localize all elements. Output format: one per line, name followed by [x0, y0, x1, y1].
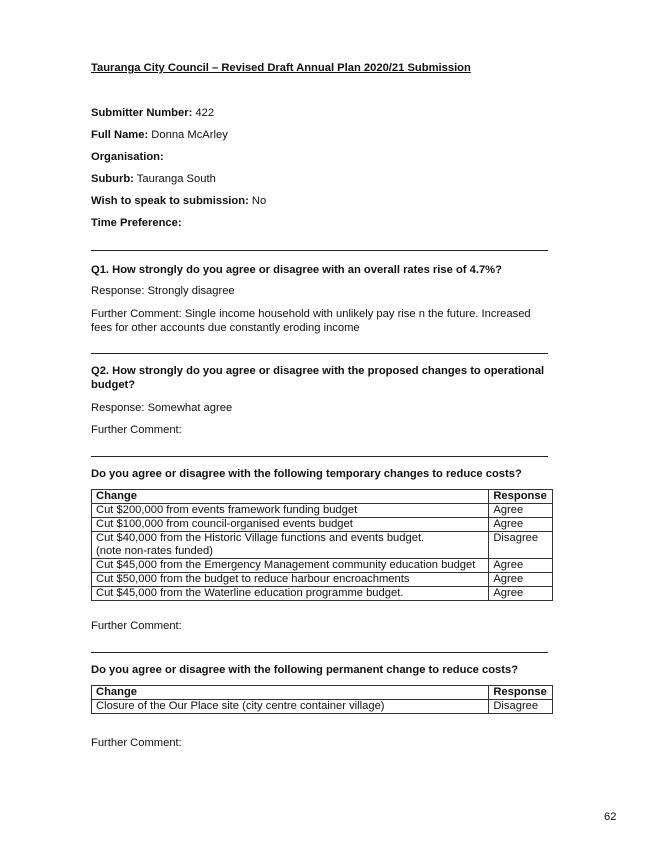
- wish-to-speak: [91, 195, 266, 207]
- divider: [91, 353, 548, 354]
- submitter-number-value: 422: [192, 107, 215, 119]
- divider: [91, 250, 548, 251]
- table-row: [92, 573, 553, 587]
- change-text: Cut $40,000 from the Historic Village functions and events budget.: [96, 532, 425, 544]
- change-cell: Cut $45,000 from the Emergency Management community education budget: [92, 559, 489, 573]
- temporary-question: Do you agree or disagree with the following temporary changes to reduce costs?: [91, 468, 522, 480]
- divider: [91, 652, 548, 653]
- full-name-value: Donna McArley: [148, 129, 228, 141]
- table-row: [92, 700, 553, 714]
- change-cell: Cut $200,000 from events framework funding budget: [92, 504, 489, 518]
- change-cell: Cut $45,000 from the Waterline education programme budget.: [92, 587, 489, 601]
- time-preference: [91, 217, 182, 229]
- organisation-label: Organisation:: [91, 151, 164, 163]
- response-cell: Agree: [489, 559, 553, 573]
- q2-response: Response: Somewhat agree: [91, 402, 233, 414]
- response-cell: Agree: [489, 518, 553, 532]
- table-header-row: [92, 686, 553, 700]
- q1-response: Response: Strongly disagree: [91, 285, 235, 297]
- suburb: [91, 173, 216, 185]
- table-row: [92, 532, 553, 559]
- divider: [91, 456, 548, 457]
- temporary-comment: Further Comment:: [91, 620, 182, 632]
- q2-comment: Further Comment:: [91, 424, 182, 436]
- response-cell: Agree: [489, 573, 553, 587]
- submitter-number-label: Submitter Number:: [91, 107, 193, 119]
- permanent-question: Do you agree or disagree with the following permanent change to reduce costs?: [91, 664, 519, 676]
- suburb-value: Tauranga South: [133, 173, 216, 185]
- temporary-changes-table: [91, 489, 553, 601]
- change-cell: Cut $50,000 from the budget to reduce harbour encroachments: [92, 573, 489, 587]
- wish-to-speak-label: Wish to speak to submission:: [91, 195, 249, 207]
- column-header-response: Response: [489, 686, 553, 700]
- column-header-change: Change: [92, 686, 489, 700]
- wish-to-speak-value: No: [248, 195, 267, 207]
- response-cell: Agree: [489, 587, 553, 601]
- submitter-number: [91, 107, 214, 119]
- table-row: [92, 559, 553, 573]
- table-row: [92, 518, 553, 532]
- column-header-response: Response: [489, 490, 553, 504]
- change-cell: [92, 532, 489, 559]
- document-title: Tauranga City Council – Revised Draft Annual Plan 2020/21 Submission: [91, 62, 471, 74]
- time-preference-label: Time Preference:: [91, 217, 182, 229]
- full-name: [91, 129, 228, 141]
- organisation: [91, 151, 164, 163]
- page-number: 62: [604, 811, 617, 823]
- change-cell: Cut $100,000 from council-organised events budget: [92, 518, 489, 532]
- permanent-change-table: [91, 685, 553, 714]
- response-cell: Disagree: [489, 532, 553, 559]
- column-header-change: Change: [92, 490, 489, 504]
- change-note: (note non-rates funded): [96, 545, 213, 557]
- change-cell: Closure of the Our Place site (city centre container village): [92, 700, 489, 714]
- permanent-comment: Further Comment:: [91, 737, 182, 749]
- table-row: [92, 504, 553, 518]
- response-cell: Disagree: [489, 700, 553, 714]
- full-name-label: Full Name:: [91, 129, 149, 141]
- suburb-label: Suburb:: [91, 173, 134, 185]
- table-header-row: [92, 490, 553, 504]
- table-row: [92, 587, 553, 601]
- q1-comment: Further Comment: Single income household with unlikely pay rise n the future. Increased fees for other accounts due constantly eroding income: [91, 308, 531, 334]
- q2-question: Q2. How strongly do you agree or disagree with the proposed changes to operational budget?: [91, 365, 545, 391]
- q1-question: Q1. How strongly do you agree or disagree with an overall rates rise of 4.7%?: [91, 264, 502, 276]
- response-cell: Agree: [489, 504, 553, 518]
